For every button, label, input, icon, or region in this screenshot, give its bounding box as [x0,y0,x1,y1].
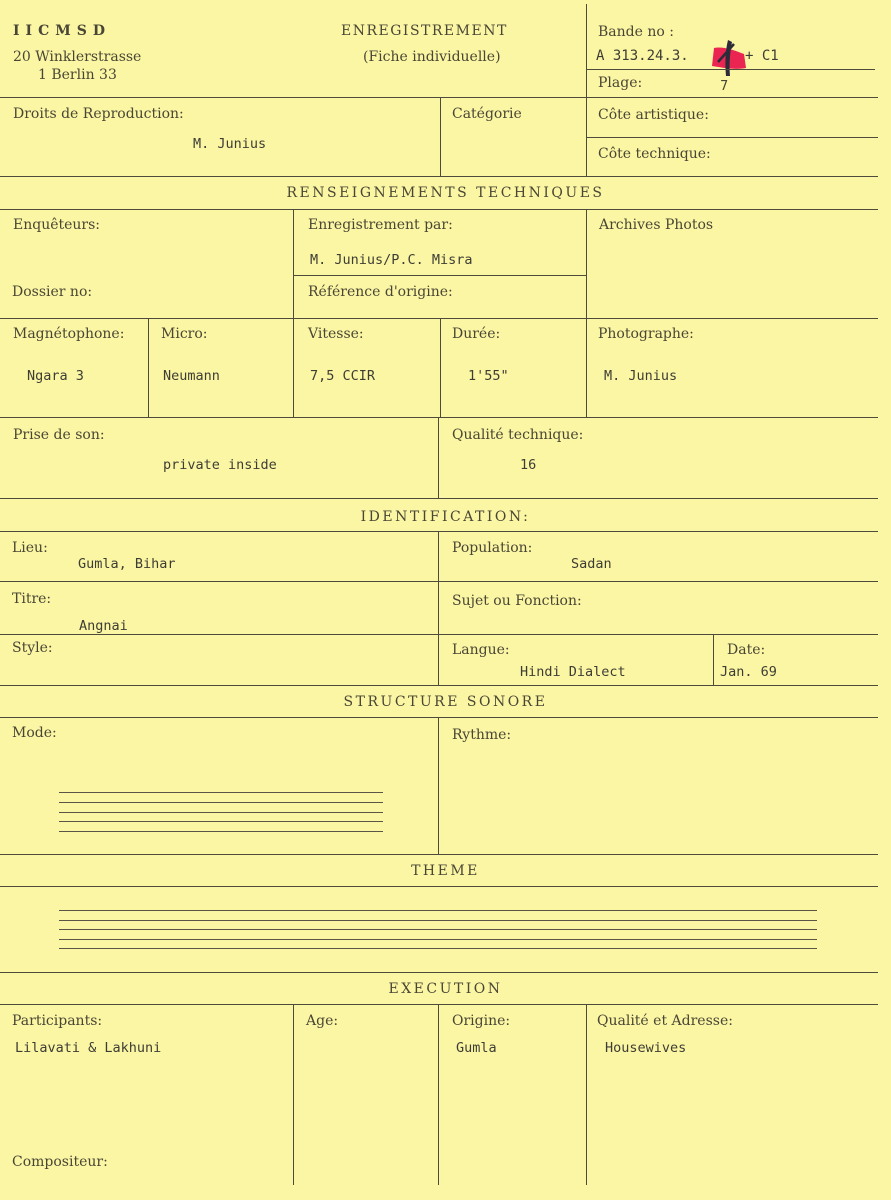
lieu-label: Lieu: [12,540,48,556]
qualite-value: 16 [520,457,537,473]
population-label: Population: [452,540,533,556]
divider [0,97,878,98]
divider [293,275,586,276]
titre-label: Titre: [12,591,52,607]
divider [0,498,878,499]
ruled-line [59,821,383,822]
divider [0,581,878,582]
langue-label: Langue: [452,642,510,658]
lieu-value: Gumla, Bihar [78,556,176,572]
theme-section-title: THEME [411,863,480,879]
participants-value: Lilavati & Lakhuni [15,1040,162,1056]
divider [0,318,878,319]
divider [586,210,587,417]
ruled-line [59,792,383,793]
vitesse-value: 7,5 CCIR [310,368,376,384]
plage-value: 7 [720,79,729,94]
ruled-line [59,812,383,813]
date-value: Jan. 69 [720,664,777,680]
photographe-label: Photographe: [598,326,694,342]
prise-label: Prise de son: [13,427,105,443]
divider [713,635,714,685]
magnetophone-value: Ngara 3 [27,368,84,384]
categorie-label: Catégorie [452,106,522,122]
red-marker-mark [704,36,752,78]
micro-value: Neumann [163,368,220,384]
divider [586,1005,587,1185]
divider [438,718,439,854]
divider [148,319,149,417]
compositeur-label: Compositeur: [12,1154,108,1170]
divider [293,1005,294,1185]
duree-label: Durée: [452,326,501,342]
ruled-line [59,948,817,949]
qualite-adresse-value: Housewives [605,1040,687,1056]
divider [440,98,441,176]
qualite-label: Qualité technique: [452,427,584,443]
magnetophone-label: Magnétophone: [13,326,125,342]
rights-label: Droits de Reproduction: [13,106,184,122]
ruled-line [59,920,817,921]
style-label: Style: [12,640,53,656]
divider [0,717,878,718]
address-street: 20 Winklerstrasse [13,49,142,65]
form-subtitle: (Fiche individuelle) [363,49,501,65]
prise-value: private inside [163,457,277,473]
divider [0,417,878,418]
structure-section-title: STRUCTURE SONORE [343,694,548,710]
ruled-line [59,910,817,911]
divider [0,634,878,635]
origine-label: Origine: [452,1013,511,1029]
cote-technique-label: Côte technique: [598,146,711,162]
form-title: ENREGISTREMENT [341,23,508,39]
titre-value: Angnai [79,618,128,634]
divider [0,531,878,532]
enregistrement-par-label: Enregistrement par: [308,217,453,233]
cote-artistique-label: Côte artistique: [598,107,709,123]
mode-label: Mode: [12,725,57,741]
vitesse-label: Vitesse: [308,326,364,342]
reference-label: Référence d'origine: [308,284,453,300]
technical-section-title: RENSEIGNEMENTS TECHNIQUES [286,185,605,201]
divider [438,532,439,685]
ruled-line [59,831,383,832]
divider [0,685,878,686]
divider [440,319,441,417]
ruled-line [59,929,817,930]
population-value: Sadan [571,556,612,572]
address-city: 1 Berlin 33 [38,67,117,83]
divider [293,210,294,417]
org-name: IICMSD [13,23,111,39]
bande-suffix: + C1 [745,48,779,64]
duree-value: 1'55" [468,368,509,384]
divider [0,972,878,973]
divider [0,1004,878,1005]
enregistrement-par-value: M. Junius/P.C. Misra [310,252,473,268]
divider [586,137,878,138]
divider [0,886,878,887]
micro-label: Micro: [161,326,208,342]
plage-label: Plage: [598,75,643,91]
divider [586,69,875,70]
identification-section-title: IDENTIFICATION: [360,509,531,525]
qualite-adresse-label: Qualité et Adresse: [597,1013,733,1029]
ruled-line [59,939,817,940]
divider [0,854,878,855]
origine-value: Gumla [456,1040,497,1056]
langue-value: Hindi Dialect [520,664,626,680]
age-label: Age: [306,1013,339,1029]
archives-label: Archives Photos [599,217,714,233]
sujet-label: Sujet ou Fonction: [452,593,582,609]
divider [0,209,878,210]
bande-value: A 313.24.3. [596,48,689,64]
divider [0,176,878,177]
photographe-value: M. Junius [604,368,678,384]
divider [586,4,587,98]
bande-label: Bande no : [598,24,674,40]
execution-section-title: EXECUTION [388,981,503,997]
dossier-label: Dossier no: [12,284,93,300]
participants-label: Participants: [12,1013,103,1029]
date-label: Date: [727,642,766,658]
rights-value: M. Junius [193,136,267,152]
divider [438,418,439,498]
rythme-label: Rythme: [452,727,512,743]
divider [438,1005,439,1185]
enqueteurs-label: Enquêteurs: [13,217,101,233]
ruled-line [59,802,383,803]
